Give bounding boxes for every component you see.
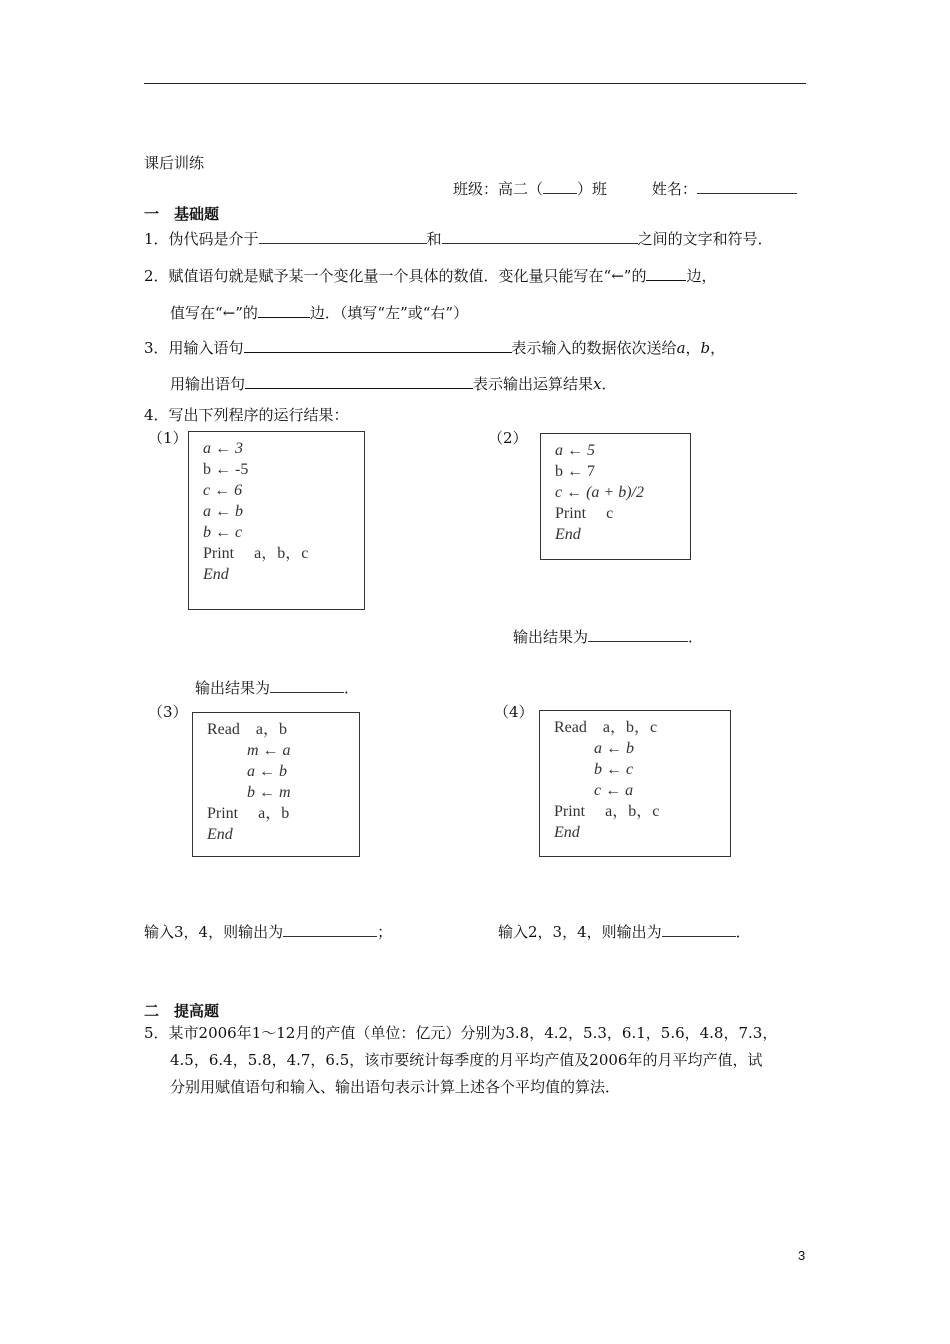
result-label: 输入3，4，则输出为 (144, 923, 284, 941)
result-label: 输出结果为 (513, 628, 589, 646)
name-blank[interactable] (697, 178, 797, 194)
q2-text: 2．赋值语句就是赋予某一个变化量一个具体的数值．变化量只能写在“←”的 (144, 267, 647, 285)
program-1-label: （1） (148, 429, 188, 447)
code-line: b ← -5 (203, 461, 249, 478)
code-line: m ← a (207, 742, 291, 759)
q3-text-end: 表示输入的数据依次送给 (511, 339, 677, 357)
question-2-line2 (170, 302, 468, 323)
period: ． (601, 375, 617, 393)
code-line: c ← a (554, 782, 634, 799)
program-3-result (144, 921, 392, 942)
program-1-result (195, 677, 359, 698)
code-line: a ← 3 (203, 440, 243, 457)
program-4-result (498, 921, 751, 942)
code-line: c ← 6 (203, 482, 243, 499)
code-line: End (555, 526, 581, 543)
question-2-line1 (144, 265, 716, 286)
q1-mid: 和 (426, 230, 442, 248)
q3-text2: 用输出语句 (170, 375, 246, 393)
code-line: a ← b (203, 503, 243, 520)
q3-blank-1[interactable] (244, 337, 512, 353)
class-name-line (453, 178, 797, 199)
code-line: End (203, 566, 229, 583)
q2-blank-1[interactable] (646, 265, 686, 281)
name-label: 姓名： (651, 180, 697, 198)
q1-blank-1[interactable] (259, 228, 427, 244)
result-blank[interactable] (662, 921, 736, 937)
program-3-label: （3） (148, 703, 188, 721)
code-line: Print a，b，c (554, 803, 660, 820)
question-5-line1: 5．某市2006年1～12月的产值（单位：亿元）分别为3.8，4.2，5.3，6.1，5.6，4.8，7.3， (144, 1024, 778, 1042)
q2-text2-end: 边．（填写“左”或“右”） (309, 304, 469, 322)
q3-blank-2[interactable] (245, 373, 473, 389)
q1-blank-2[interactable] (442, 228, 638, 244)
question-3-line2 (170, 373, 617, 394)
result-label: 输入2，3，4，则输出为 (498, 923, 662, 941)
q3-text: 3．用输入语句 (144, 339, 244, 357)
semicolon: ； (377, 923, 393, 941)
q1-prefix: 1．伪代码是介于 (144, 230, 259, 248)
class-suffix: ）班 (577, 180, 608, 198)
q1-suffix: 之间的文字和符号． (637, 230, 773, 248)
code-line: Read a，b，c (554, 719, 658, 736)
code-line: Print a，b，c (203, 545, 309, 562)
program-4-box (539, 710, 731, 857)
result-blank[interactable] (283, 921, 377, 937)
period: ． (688, 628, 704, 646)
q2-text2: 值写在“←”的 (170, 304, 258, 322)
code-line: b ← c (203, 524, 243, 541)
program-2-label: （2） (488, 429, 528, 447)
question-5-line2: 4.5，6.4，5.8，4.7，6.5，该市要统计每季度的月平均产值及2006年的月平均产值，试 (170, 1051, 763, 1069)
code-line: c ← (a + b)/2 (555, 484, 644, 501)
question-1 (144, 228, 773, 249)
period: ． (344, 679, 360, 697)
code-line: Print c (555, 505, 614, 522)
comma: ， (685, 339, 701, 357)
program-2-box (540, 433, 691, 560)
code-line: a ← 5 (555, 442, 595, 459)
result-blank[interactable] (270, 677, 344, 693)
var-b: b (700, 339, 711, 357)
header-rule (144, 83, 806, 84)
code-line: End (207, 826, 233, 843)
program-1-box (188, 431, 365, 610)
code-line: a ← b (554, 740, 634, 757)
q3-text2-end: 表示输出运算结果 (473, 375, 594, 393)
program-4-label: （4） (494, 703, 534, 721)
q2-blank-2[interactable] (258, 302, 310, 318)
var-x: x (593, 375, 602, 393)
period: ． (735, 923, 751, 941)
code-line: b ← 7 (555, 463, 595, 480)
q2-text-end: 边， (686, 267, 717, 285)
code-line: b ← m (207, 784, 291, 801)
page-number: 3 (798, 1248, 806, 1263)
var-a: a (676, 339, 686, 357)
code-line: Read a，b (207, 721, 287, 738)
code-line: a ← b (207, 763, 287, 780)
section1-title: 一 基础题 (144, 205, 220, 223)
code-line: End (554, 824, 580, 841)
program-2-result (513, 626, 703, 647)
section2-title: 二 提高题 (144, 1002, 220, 1020)
section-heading: 课后训练 (144, 154, 205, 172)
comma: ， (710, 339, 726, 357)
result-blank[interactable] (588, 626, 688, 642)
question-5-line3: 分别用赋值语句和输入、输出语句表示计算上述各个平均值的算法． (170, 1078, 621, 1096)
result-label: 输出结果为 (195, 679, 271, 697)
question-4-title: 4．写出下列程序的运行结果： (144, 406, 349, 424)
code-line: b ← c (554, 761, 634, 778)
question-3-line1 (144, 337, 725, 358)
program-3-box (192, 712, 360, 857)
class-label: 班级：高二（ (453, 180, 544, 198)
class-blank[interactable] (543, 178, 577, 194)
code-line: Print a，b (207, 805, 290, 822)
